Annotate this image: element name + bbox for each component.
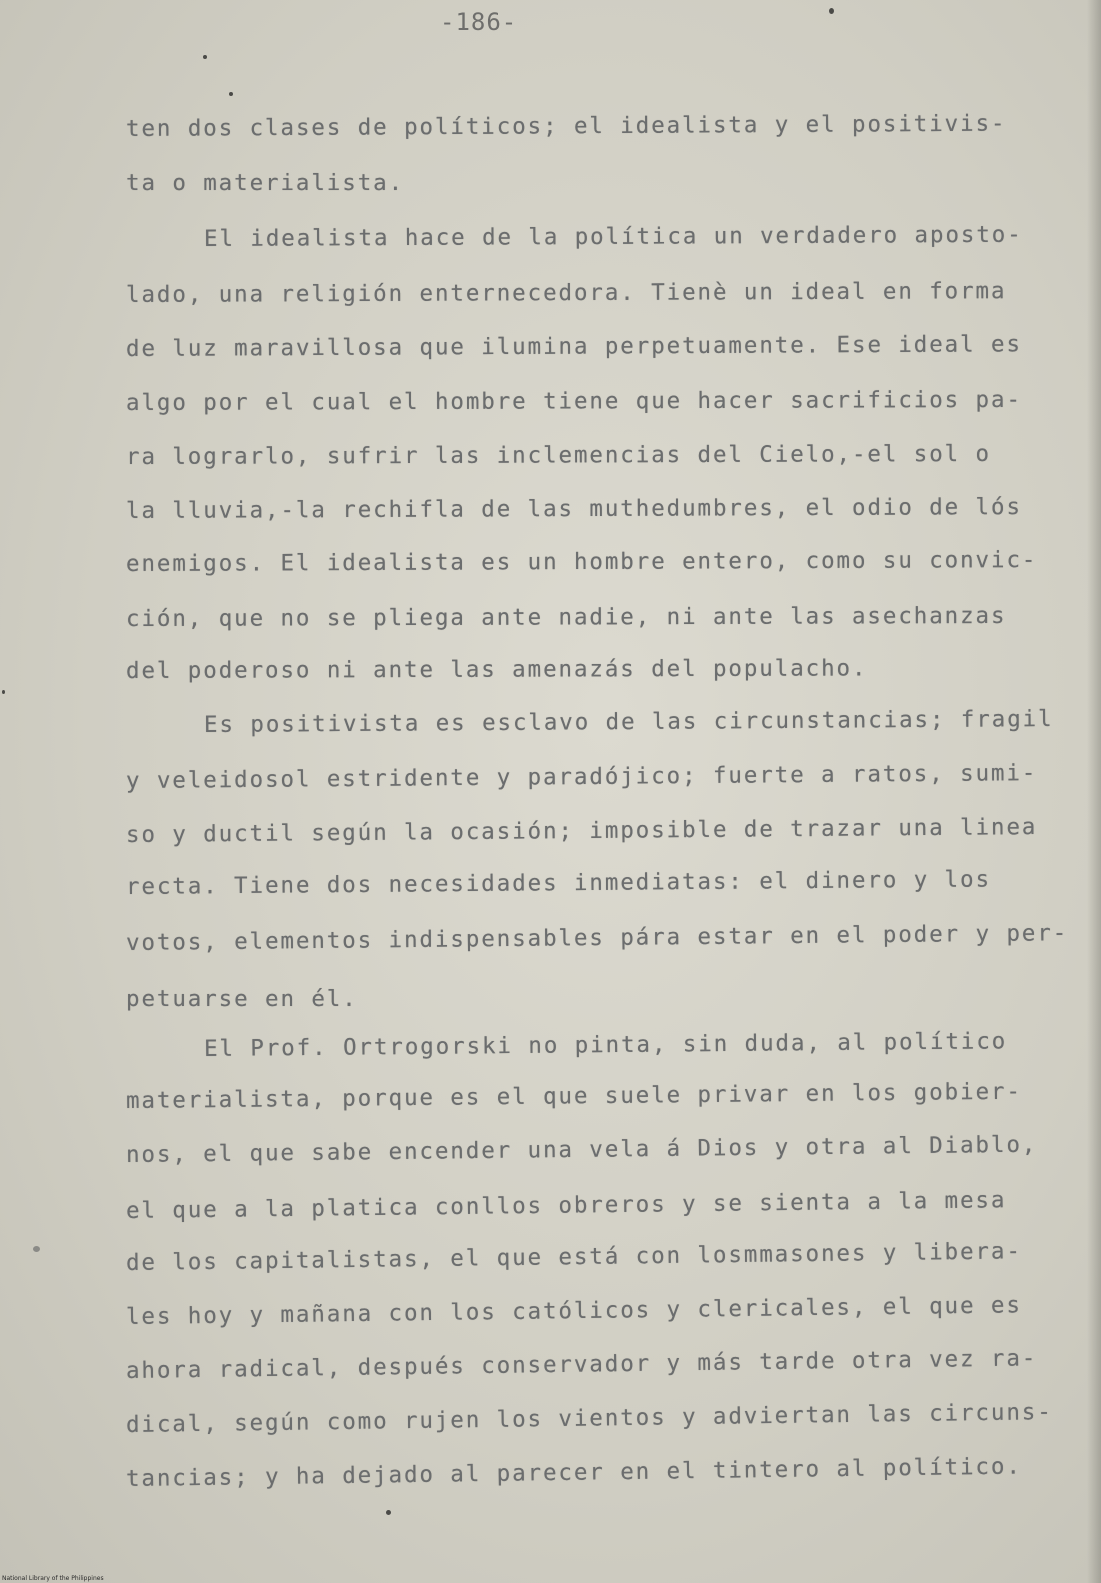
dust-speck (203, 55, 207, 59)
text-line: algo por el cual el hombre tiene que hacer sacrificios pa- (125, 386, 1022, 416)
text-line: ahora radical, después conservador y más tarde otra vez ra- (125, 1345, 1038, 1384)
text-line: ta o materialista. (126, 170, 405, 196)
page-number: -186- (440, 8, 518, 36)
page-edge-shadow (1087, 0, 1101, 1583)
text-line: nos, el que sabe encender una vela á Dios y otra al Diablo, (125, 1131, 1038, 1168)
text-line: votos, elementos indispensables pára estar en el poder y per- (125, 920, 1069, 956)
text-line: El idealista hace de la política un verdadero aposto- (203, 221, 1023, 252)
text-line: el que a la platica conllos obreros y se sienta a la mesa (125, 1187, 1007, 1224)
text-line: de los capitalistas, el que está con losmmasones y libera- (125, 1238, 1022, 1276)
text-line: enemigos. El idealista es un hombre entero, como su convic- (125, 547, 1038, 577)
dust-speck (829, 8, 834, 14)
text-line: ra lograrlo, sufrir las inclemencias del Cielo,-el sol o (125, 440, 992, 470)
dust-speck (386, 1510, 391, 1515)
dust-speck (229, 92, 233, 96)
text-line: so y ductil según la ocasión; imposible de trazar una linea (125, 814, 1038, 848)
text-line: Es positivista es esclavo de las circunstancias; fragil (203, 706, 1054, 738)
text-line: y veleidosol estridente y paradójico; fuerte a ratos, sumi- (125, 760, 1038, 794)
text-line: del poderoso ni ante las amenazás del populacho. (125, 655, 868, 684)
text-line: El Prof. Ortrogorski no pinta, sin duda, al político (203, 1028, 1008, 1062)
footer-credit: National Library of the Philippines (2, 1575, 104, 1582)
text-line: recta. Tiene dos necesidades inmediatas: el dinero y los (125, 866, 992, 900)
dust-speck (2, 690, 5, 694)
text-line: ten dos clases de políticos; el idealista y el positivis- (125, 110, 1007, 142)
text-line: dical, según como rujen los vientos y adviertan las circuns- (125, 1399, 1053, 1438)
text-line: lado, una religión enternecedora. Tienè un ideal en forma (125, 278, 1007, 308)
text-line: tancias; y ha dejado al parecer en el tintero al político. (125, 1453, 1022, 1492)
text-line: de luz maravillosa que ilumina perpetuamente. Ese ideal es (125, 331, 1022, 362)
text-line: les hoy y mañana con los católicos y clericales, el que es (125, 1292, 1022, 1330)
text-line: ción, que no se pliega ante nadie, ni ante las asechanzas (125, 602, 1007, 632)
text-line: petuarse en él. (126, 986, 358, 1012)
text-line: materialista, porque es el que suele privar en los gobier- (125, 1078, 1022, 1114)
text-line: la lluvia,-la rechifla de las muthedumbres, el odio de lós (125, 494, 1022, 524)
dust-speck (33, 1246, 40, 1252)
